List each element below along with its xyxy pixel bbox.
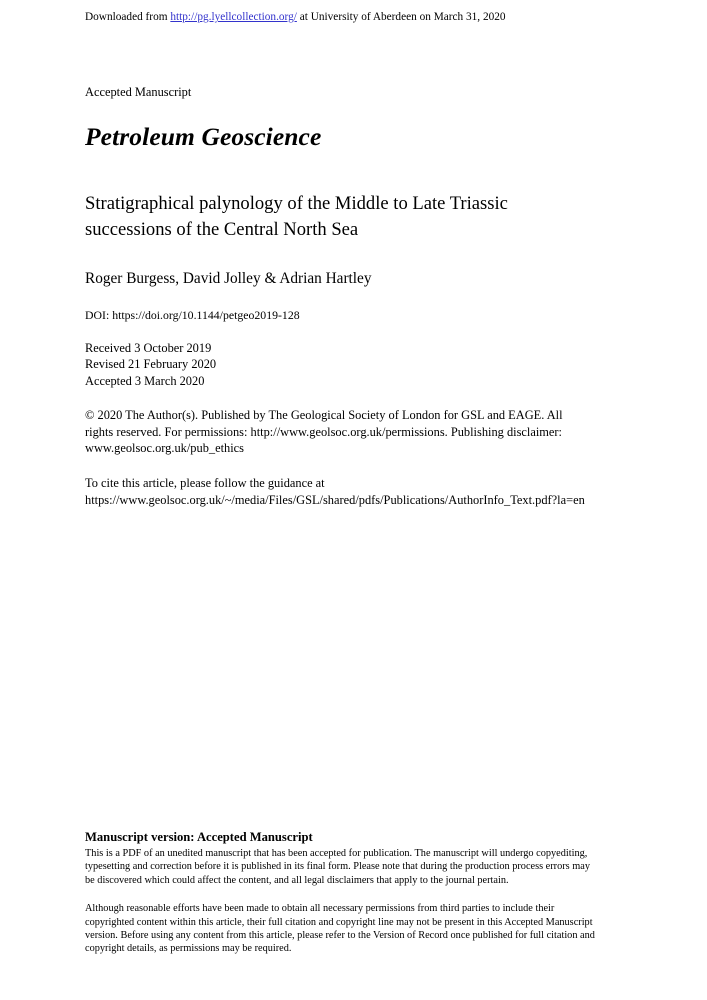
accepted-manuscript-label: Accepted Manuscript xyxy=(85,85,192,99)
lyell-collection-link[interactable]: http://pg.lyellcollection.org/ xyxy=(170,11,297,23)
download-banner-prefix: Downloaded from xyxy=(85,11,171,23)
journal-title: Petroleum Geoscience xyxy=(85,122,322,151)
article-title-line-1: Stratigraphical palynology of the Middle to Late Triassic xyxy=(85,193,508,214)
date-revised: Revised 21 February 2020 xyxy=(85,357,217,372)
permissions-paragraph-line-1: Although reasonable efforts have been made to obtain all necessary permissions from third parties to include their xyxy=(85,903,555,915)
manuscript-version-notes xyxy=(85,829,630,956)
permissions-paragraph-line-3: version. Before using any content from this article, please refer to the Version of Record once published for full citation and xyxy=(85,930,595,942)
date-received: Received 3 October 2019 xyxy=(85,341,212,355)
permissions-paragraph-line-4: copyright details, as permissions may be required. xyxy=(85,943,292,955)
permissions-paragraph xyxy=(85,902,630,956)
author-list: Roger Burgess, David Jolley & Adrian Hartley xyxy=(85,270,372,287)
citation-guidance xyxy=(85,475,630,508)
download-banner xyxy=(85,10,506,24)
download-banner-suffix: at University of Aberdeen on March 31, 2020 xyxy=(296,11,506,23)
citation-guidance-line-1: To cite this article, please follow the guidance at xyxy=(85,476,325,491)
manuscript-version-paragraph xyxy=(85,847,630,887)
publication-dates xyxy=(85,340,630,389)
citation-guidance-link: https://www.geolsoc.org.uk/~/media/Files/GSL/shared/pdfs/Publications/AuthorInfo_Text.pdf?la=en xyxy=(85,492,585,507)
article-title xyxy=(85,191,630,243)
date-accepted: Accepted 3 March 2020 xyxy=(85,373,205,388)
article-title-line-2: successions of the Central North Sea xyxy=(85,219,359,240)
copyright-line-2: rights reserved. For permissions: http://www.geolsoc.org.uk/permissions. Publishing disclaimer: xyxy=(85,424,563,439)
manuscript-version-paragraph-line-3: be discovered which could affect the content, and all legal disclaimers that apply to the journal pertain. xyxy=(85,874,509,886)
front-matter xyxy=(85,84,630,508)
manuscript-version-heading: Manuscript version: Accepted Manuscript xyxy=(85,830,313,844)
manuscript-version-paragraph-line-2: typesetting and correction before it is published in its final form. Please note that during the production process errors may xyxy=(85,861,590,873)
copyright-line-1: © 2020 The Author(s). Published by The Geological Society of London for GSL and EAGE. All xyxy=(85,408,563,423)
doi-line: DOI: https://doi.org/10.1144/petgeo2019-128 xyxy=(85,308,300,322)
permissions-paragraph-line-2: copyrighted content within this article, their full citation and copyright line may not be present in this Accepted Manuscript xyxy=(85,916,593,928)
copyright-notice xyxy=(85,407,625,456)
copyright-line-3: www.geolsoc.org.uk/pub_ethics xyxy=(85,441,244,456)
manuscript-version-paragraph-line-1: This is a PDF of an unedited manuscript that has been accepted for publication. The manuscript will undergo copyediting, xyxy=(85,848,588,859)
